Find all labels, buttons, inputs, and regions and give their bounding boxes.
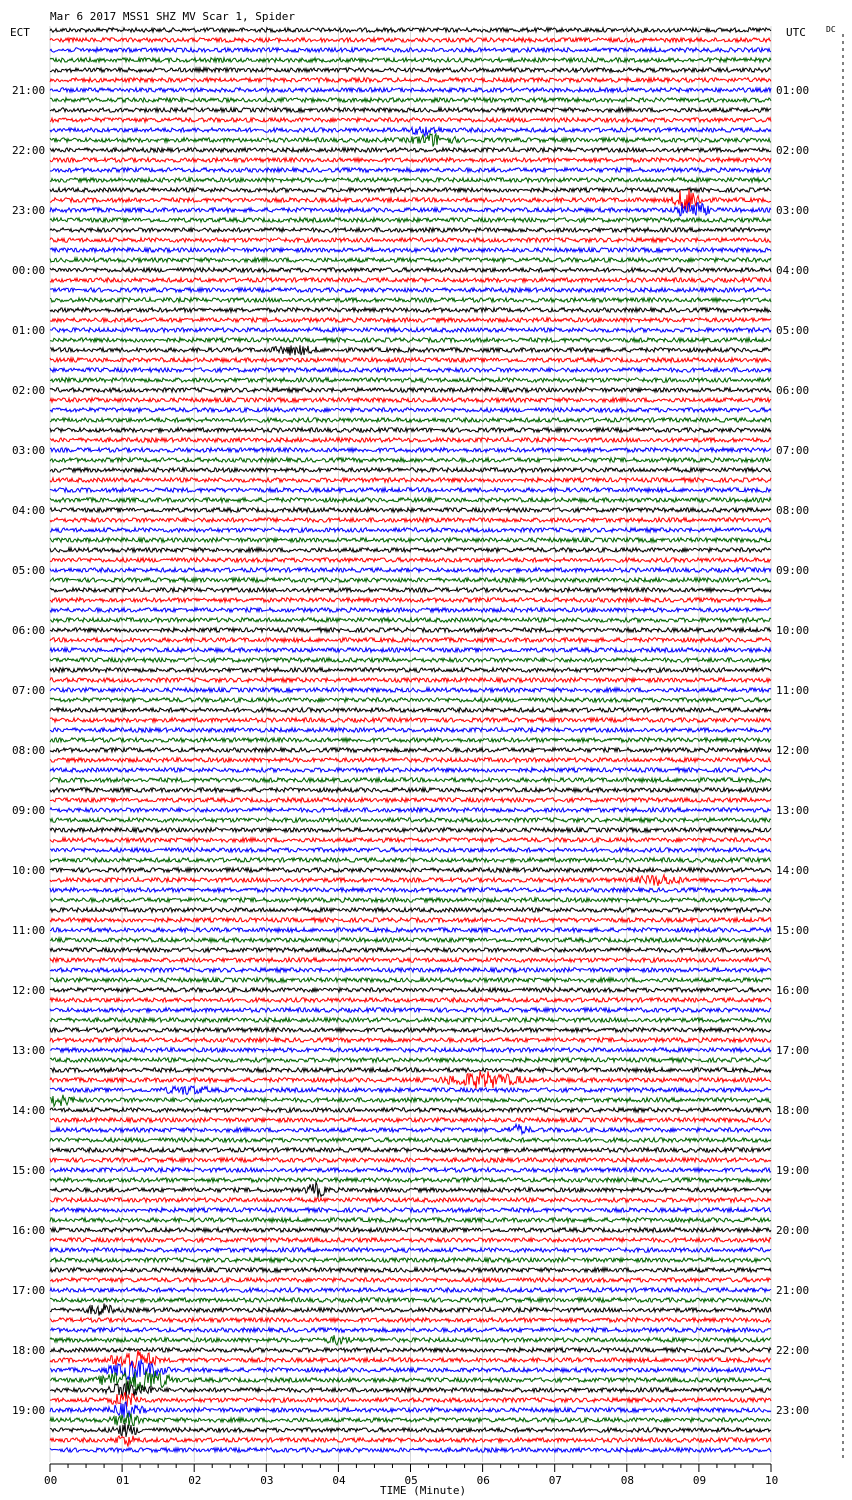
left-hour-label: 11:00 [12, 924, 46, 937]
right-hour-label: 01:00 [776, 84, 810, 97]
left-hour-label: 14:00 [12, 1104, 46, 1117]
x-tick-label-08: 08 [620, 1474, 635, 1487]
x-tick-label-00: 00 [44, 1474, 58, 1487]
left-hour-label: 23:00 [12, 204, 46, 217]
chart-title: Mar 6 2017 MSS1 SHZ MV Scar 1, Spider [50, 10, 296, 23]
right-hour-label: 04:00 [776, 264, 810, 277]
left-hour-label: 13:00 [12, 1044, 46, 1057]
minute-gridlines [50, 26, 771, 1462]
left-hour-label: 01:00 [12, 324, 46, 337]
right-hour-label: 16:00 [776, 984, 810, 997]
x-tick-label-07: 07 [548, 1474, 562, 1487]
left-hour-label: 22:00 [12, 144, 46, 157]
right-hour-label: 23:00 [776, 1404, 810, 1417]
left-hour-label: 03:00 [12, 444, 46, 457]
x-tick-label-01: 01 [116, 1474, 130, 1487]
right-axis-label: UTC [786, 26, 806, 39]
left-hour-label: 12:00 [12, 984, 46, 997]
right-hour-label: 14:00 [776, 864, 810, 877]
left-axis-label: ECT [10, 26, 30, 39]
left-hour-labels [12, 84, 45, 1417]
right-hour-label: 11:00 [776, 684, 810, 697]
x-tick-label-03: 03 [260, 1474, 274, 1487]
left-hour-label: 16:00 [12, 1224, 46, 1237]
x-tick-label-06: 06 [476, 1474, 490, 1487]
left-hour-label: 18:00 [12, 1344, 46, 1357]
trace-93 [50, 958, 771, 962]
x-tick-label-10: 10 [765, 1474, 779, 1487]
trace-4 [50, 68, 771, 72]
left-hour-label: 09:00 [12, 804, 46, 817]
right-hour-label: 08:00 [776, 504, 810, 517]
left-hour-label: 00:00 [12, 264, 46, 277]
dc-label: DC [826, 25, 836, 34]
left-hour-label: 02:00 [12, 384, 46, 397]
right-hour-label: 21:00 [776, 1284, 810, 1297]
right-hour-label: 10:00 [776, 624, 810, 637]
right-hour-label: 19:00 [776, 1164, 810, 1177]
right-hour-label: 20:00 [776, 1224, 810, 1237]
left-hour-label: 19:00 [12, 1404, 46, 1417]
right-hour-label: 09:00 [776, 564, 810, 577]
right-hour-label: 05:00 [776, 324, 810, 337]
right-hour-label: 03:00 [776, 204, 810, 217]
right-hour-label: 02:00 [776, 144, 810, 157]
x-tick-label-05: 05 [404, 1474, 418, 1487]
left-hour-label: 05:00 [12, 564, 46, 577]
right-hour-label: 17:00 [776, 1044, 810, 1057]
left-hour-label: 08:00 [12, 744, 46, 757]
left-hour-label: 15:00 [12, 1164, 46, 1177]
left-hour-label: 21:00 [12, 84, 46, 97]
left-hour-label: 10:00 [12, 864, 46, 877]
x-tick-label-09: 09 [692, 1474, 707, 1487]
x-axis-title: TIME (Minute) [380, 1484, 467, 1497]
right-hour-labels [776, 84, 809, 1417]
right-hour-label: 07:00 [776, 444, 810, 457]
trace-23 [50, 258, 771, 262]
left-hour-label: 17:00 [12, 1284, 46, 1297]
right-hour-label: 18:00 [776, 1104, 810, 1117]
left-hour-label: 06:00 [12, 624, 46, 637]
right-hour-label: 12:00 [776, 744, 810, 757]
x-tick-label-04: 04 [332, 1474, 346, 1487]
right-hour-label: 13:00 [776, 804, 810, 817]
right-hour-label: 06:00 [776, 384, 810, 397]
right-hour-label: 15:00 [776, 924, 810, 937]
left-hour-label: 07:00 [12, 684, 46, 697]
x-tick-label-02: 02 [188, 1474, 202, 1487]
right-hour-label: 22:00 [776, 1344, 810, 1357]
left-hour-label: 04:00 [12, 504, 46, 517]
